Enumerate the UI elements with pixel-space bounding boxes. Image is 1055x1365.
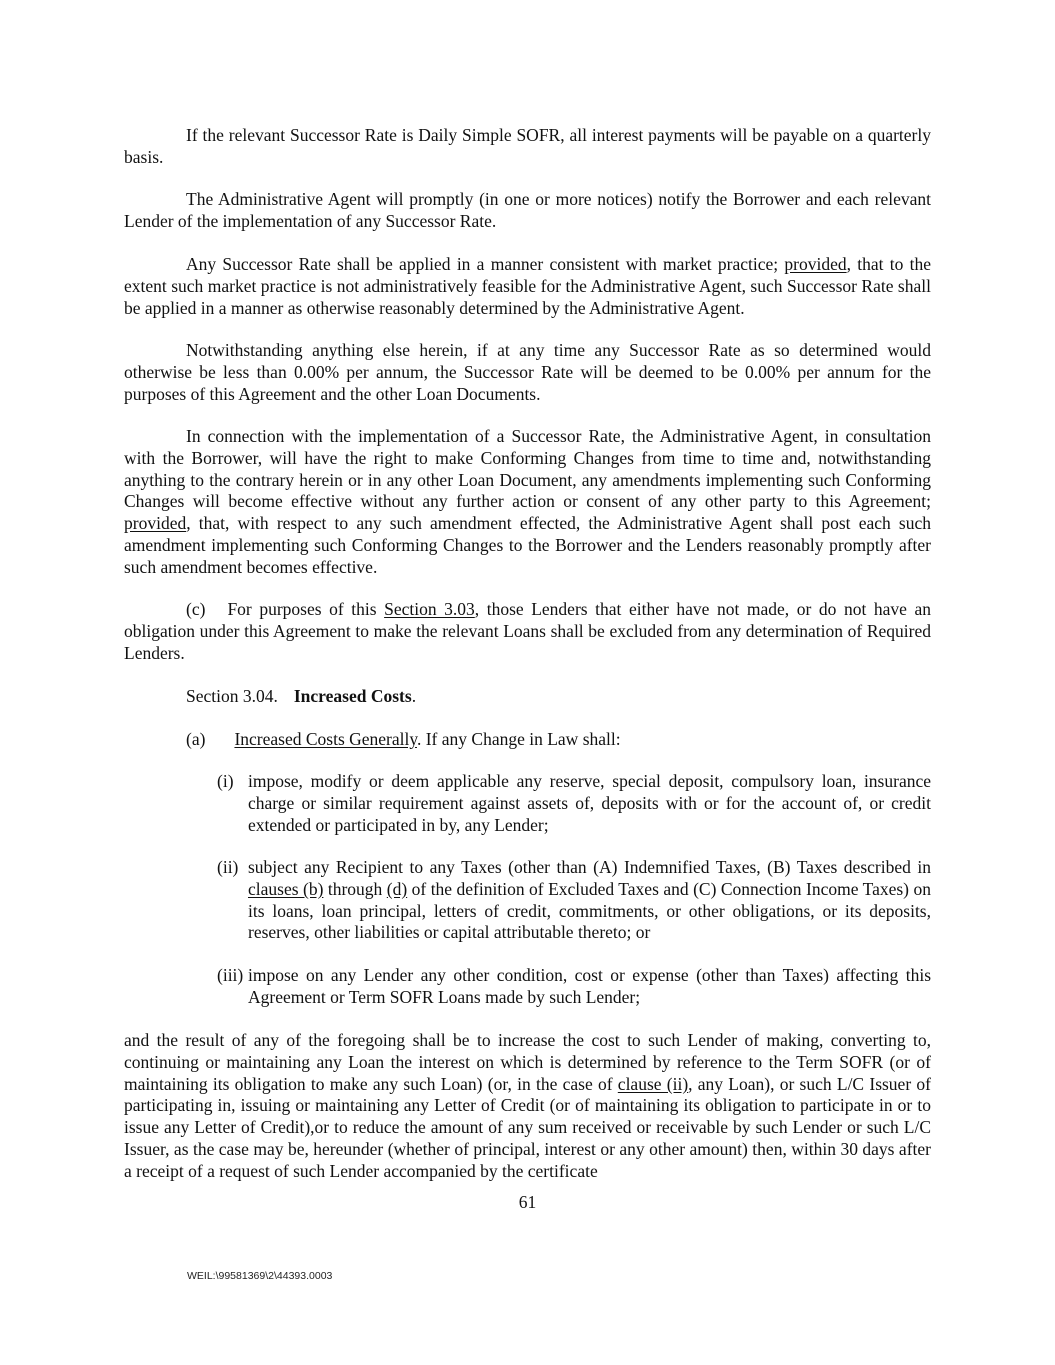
- section-heading: Section 3.04. Increased Costs.: [186, 686, 417, 706]
- paragraph-market-practice: Any Successor Rate shall be applied in a manner consistent with market practice; provided, that to the extent such market practice is not administratively feasible for the Administrative Agent, such Successor Rate shall be applied in a manner as otherwise reasonably determined by the Administrative Agent.: [124, 254, 932, 318]
- subsection-label: (a): [186, 729, 206, 749]
- paragraph-section-c: (c) For purposes of this Section 3.03, those Lenders that either have not made, or do not have an obligation under this Agreement to make the relevant Loans shall be excluded from any determination of Required Lenders.: [124, 599, 931, 663]
- clauses-b-reference: clauses (b): [248, 878, 324, 899]
- document-reference-footer: WEIL:\99581369\2\44393.0003: [187, 1270, 333, 1282]
- list-item-ii: (ii) subject any Recipient to any Taxes (other than (A) Indemnified Taxes, (B) Taxes described in clauses (b) through (d) of the definition of Excluded Taxes and (C) Connection Income Taxes) on its loans, loan principal, letters of credit, commitments, or other obligations, or its deposits, reserves, other liabilities or capital attributable thereto; or: [217, 857, 931, 943]
- list-item-iii: (iii) impose on any Lender any other condition, cost or expense (other than Taxes) affecting this Agreement or Term SOFR Loans made by such Lender;: [217, 965, 931, 1007]
- item-number: (iii): [217, 965, 244, 985]
- clause-d-reference: (d): [386, 878, 408, 899]
- item-number: (i): [217, 771, 234, 791]
- paragraph-daily-simple-sofr: If the relevant Successor Rate is Daily Simple SOFR, all interest payments will be payable on a quarterly basis.: [124, 125, 931, 167]
- subsection-title: Increased Costs Generally: [234, 729, 417, 749]
- page-number: 61: [518, 1192, 537, 1212]
- paragraph-conforming-changes: In connection with the implementation of a Successor Rate, the Administrative Agent, in consultation with the Borrower, will have the right to make Conforming Changes from time to time and, notwithstanding anything to the contrary herein or in any other Loan Document, any amendments implementing such Conforming Changes will become effective without any further action or consent of any other party to this Agreement; provided, that, with respect to any such amendment effected, the Administrative Agent shall post each such amendment implementing such Conforming Changes to the Borrower and the Lenders reasonably promptly after such amendment becomes effective.: [124, 426, 931, 577]
- list-item-i: (i) impose, modify or deem applicable any reserve, special deposit, compulsory loan, insurance charge or similar requirement against assets of, deposits with or for the account of, or credit extended or participated in by, any Lender;: [217, 771, 931, 835]
- section-title: Increased Costs: [293, 686, 412, 706]
- section-3-03-reference: Section 3.03: [384, 599, 475, 619]
- clause-label-c: (c): [186, 599, 206, 619]
- subsection-a-heading: (a) Increased Costs Generally. If any Change in Law shall:: [186, 729, 621, 749]
- item-number: (ii): [217, 857, 239, 877]
- paragraph-zero-floor: Notwithstanding anything else herein, if at any time any Successor Rate as so determined would otherwise be less than 0.00% per annum, the Successor Rate will be deemed to be 0.00% per annum for the purposes of this Agreement and the other Loan Documents.: [124, 340, 931, 404]
- section-number: Section 3.04.: [186, 686, 278, 706]
- paragraph-notify-borrower: The Administrative Agent will promptly (in one or more notices) notify the Borrower and each relevant Lender of the implementation of any Successor Rate.: [124, 189, 931, 231]
- provided-term: provided: [124, 513, 187, 534]
- clause-ii-reference: clause (ii): [617, 1073, 689, 1094]
- provided-term: provided: [784, 254, 847, 274]
- paragraph-result-of-foregoing: and the result of any of the foregoing shall be to increase the cost to such Lender of making, converting to, continuing or maintaining any Loan the interest on which is determined by reference to the Term SOFR (or of maintaining its obligation to make any such Loan) (or, in the case of clause (ii), any Loan), or such L/C Issuer of participating in, issuing or maintaining any Letter of Credit (or of maintaining its obligation to participate in or to issue any Letter of Credit),or to reduce the amount of any sum received or receivable by such Lender or such L/C Issuer, as the case may be, hereunder (whether of principal, interest or any other amount) then, within 30 days after a receipt of a request of such Lender accompanied by the certificate: [124, 1030, 931, 1181]
